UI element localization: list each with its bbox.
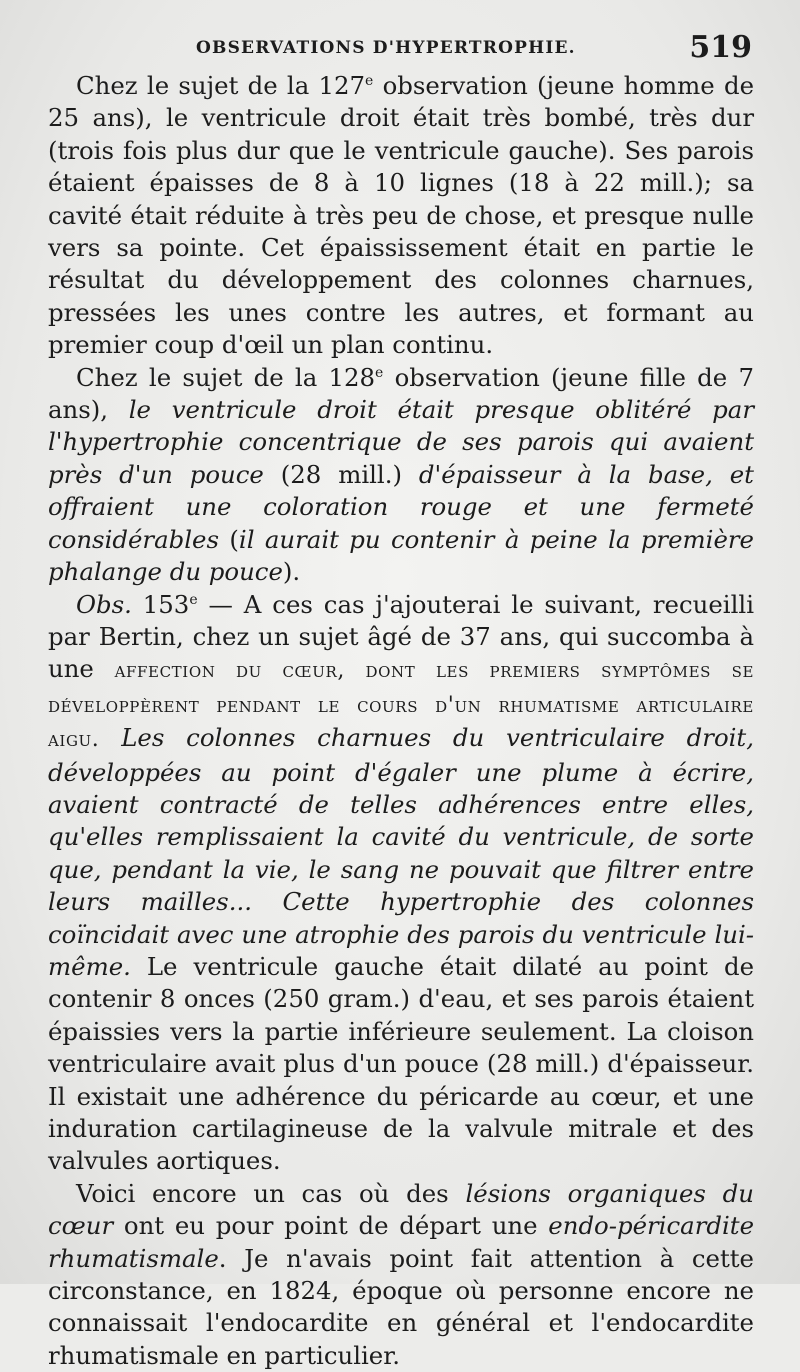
superscript: e bbox=[365, 73, 374, 89]
italic-run: endo-péricardite rhumatismale bbox=[48, 1211, 754, 1273]
italic-run: le ventricule droit était presque oblitéré par l'hypertrophie concentrique de ses parois qui avaient près d'un pouce bbox=[48, 395, 754, 489]
text-run: 153 bbox=[131, 589, 190, 619]
text-run: — A ces cas j'ajouterai le suivant, recueilli par Bertin, chez un sujet âgé de 37 ans, qui succomba à une bbox=[48, 589, 755, 684]
italic-run: lésions organiques du cœur bbox=[48, 1178, 755, 1241]
text-run: (28 mill.) bbox=[263, 459, 419, 489]
italic-run: Obs. bbox=[76, 589, 132, 619]
italic-run: il aurait pu contenir à peine la première phalange du pouce bbox=[48, 524, 754, 587]
italic-run: d'épaisseur à la base, et offraient une coloration rouge et une fermeté considérables bbox=[48, 459, 754, 554]
page-body bbox=[48, 70, 754, 1372]
paragraph-conclusion bbox=[48, 1178, 754, 1372]
text-run bbox=[99, 723, 121, 752]
paragraph-obs-127 bbox=[48, 70, 754, 362]
italic-run: Les colonnes charnues du ventriculaire droit, développées au point d'égaler une plume à écrire, avaient contracté de telles adhérences entre elles, qu'elles remplissaient la cavité du ventricule, de sorte que, pendant la vie, le sang ne pouvait que filtrer entre leurs mailles... Cette hypertrophie des colonnes coïncidait avec une atrophie des parois du ventricule lui-même. bbox=[48, 723, 754, 981]
text-run: observation (jeune homme de 25 ans), le ventricule droit était très bombé, très dur (trois fois plus dur que le ventricule gauche). Ses parois étaient épaisses de 8 à 10 lignes (18 à 22 mill.); sa cavité était réduite à très peu de chose, et presque nulle vers sa pointe. Cet épaississement était en partie le résultat du développement des colonnes charnues, pressées les unes contre les autres, et formant au premier coup d'œil un plan continu. bbox=[48, 71, 755, 360]
superscript: e bbox=[189, 591, 198, 608]
paragraph-obs-153 bbox=[48, 589, 754, 1178]
text-run: observation (jeune fille de 7 ans), bbox=[48, 362, 754, 425]
text-run: Chez le sujet de la 128 bbox=[76, 362, 376, 392]
page-header bbox=[48, 30, 760, 70]
text-run: Chez le sujet de la 127 bbox=[76, 71, 366, 100]
superscript: e bbox=[375, 364, 384, 381]
running-head: OBSERVATIONS D'HYPERTROPHIE. bbox=[196, 38, 576, 58]
page-number: 519 bbox=[689, 30, 752, 65]
small-caps-run: affection du cœur, dont les premiers symptômes se développèrent pendant le cours d'un rhumatisme articulaire aigu. bbox=[48, 658, 755, 753]
text-run: . Je n'avais point fait attention à cette circonstance, en 1824, époque où personne encore ne connaissait l'endocardite en général et l'endocardite rhumatismale en particulier. bbox=[48, 1243, 754, 1370]
text-run: ). bbox=[282, 557, 301, 587]
text-run: ( bbox=[219, 524, 239, 554]
text-run: ont eu pour point de départ une bbox=[113, 1211, 549, 1241]
text-run: Le ventricule gauche était dilaté au point de contenir 8 onces (250 gram.) d'eau, et ses parois étaient épaissies vers la partie inférieure seulement. La cloison ventriculaire avait plus d'un pouce (28 mill.) d'épaisseur. Il existait une adhérence du péricarde au cœur, et une induration cartilagineuse de la valvule mitrale et des valvules aortiques. bbox=[48, 951, 754, 1176]
paragraph-obs-128 bbox=[48, 362, 754, 589]
text-run: Voici encore un cas où des bbox=[76, 1178, 466, 1208]
